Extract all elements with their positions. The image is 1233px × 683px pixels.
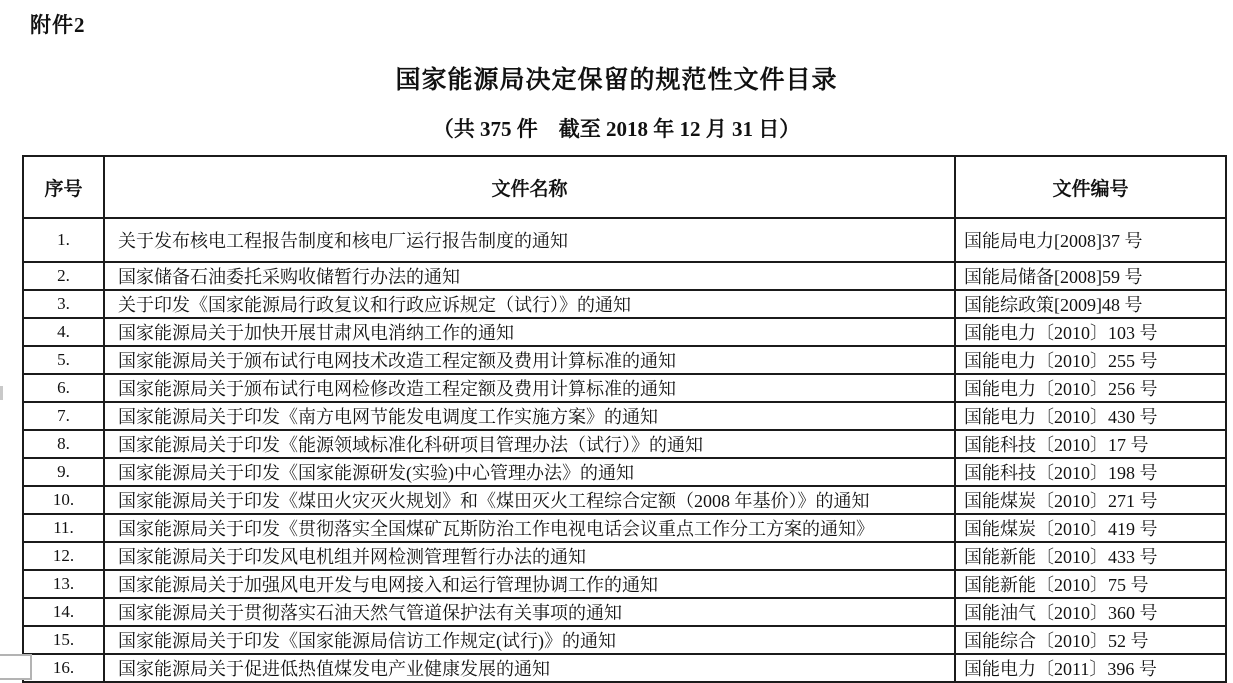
- column-header-doc-name: 文件名称: [104, 156, 955, 218]
- row-index: 13.: [23, 570, 104, 598]
- scan-artifact-bottom-corner: [0, 654, 32, 680]
- table-row: [23, 218, 1226, 262]
- doc-name: 国家能源局关于印发《贯彻落实全国煤矿瓦斯防治工作电视电话会议重点工作分工方案的通知》: [104, 514, 955, 542]
- doc-number: 国能电力〔2010〕430 号: [955, 402, 1226, 430]
- row-index: 9.: [23, 458, 104, 486]
- doc-number: 国能科技〔2010〕17 号: [955, 430, 1226, 458]
- row-index: 16.: [23, 654, 104, 682]
- row-index: 7.: [23, 402, 104, 430]
- doc-name: 国家能源局关于加强风电开发与电网接入和运行管理协调工作的通知: [104, 570, 955, 598]
- doc-number: 国能科技〔2010〕198 号: [955, 458, 1226, 486]
- row-index: 12.: [23, 542, 104, 570]
- row-index: 11.: [23, 514, 104, 542]
- doc-number: 国能煤炭〔2010〕271 号: [955, 486, 1226, 514]
- documents-table: [22, 155, 1227, 683]
- page-title: 国家能源局决定保留的规范性文件目录: [395, 67, 838, 94]
- row-index: 10.: [23, 486, 104, 514]
- table-row: [23, 346, 1226, 374]
- doc-name: 国家能源局关于印发《国家能源研发(实验)中心管理办法》的通知: [104, 458, 955, 486]
- doc-number: 国能新能〔2010〕75 号: [955, 570, 1226, 598]
- doc-number: 国能油气〔2010〕360 号: [955, 598, 1226, 626]
- doc-name: 国家能源局关于印发《煤田火灾灭火规划》和《煤田灭火工程综合定额（2008 年基价）》的通知: [104, 486, 955, 514]
- doc-name: 国家储备石油委托采购收储暂行办法的通知: [104, 262, 955, 290]
- row-index: 5.: [23, 346, 104, 374]
- row-index: 2.: [23, 262, 104, 290]
- table-row: [23, 570, 1226, 598]
- doc-name: 国家能源局关于印发《能源领域标准化科研项目管理办法（试行）》的通知: [104, 430, 955, 458]
- doc-number: 国能综政策[2009]48 号: [955, 290, 1226, 318]
- table-row: [23, 318, 1226, 346]
- doc-number: 国能新能〔2010〕433 号: [955, 542, 1226, 570]
- doc-name: 国家能源局关于印发《南方电网节能发电调度工作实施方案》的通知: [104, 402, 955, 430]
- doc-number: 国能电力〔2010〕256 号: [955, 374, 1226, 402]
- table-row: [23, 402, 1226, 430]
- doc-name: 国家能源局关于印发风电机组并网检测管理暂行办法的通知: [104, 542, 955, 570]
- doc-name: 关于印发《国家能源局行政复议和行政应诉规定（试行）》的通知: [104, 290, 955, 318]
- doc-number: 国能电力〔2010〕255 号: [955, 346, 1226, 374]
- column-header-index: 序号: [23, 156, 104, 218]
- table-row: [23, 486, 1226, 514]
- doc-number: 国能煤炭〔2010〕419 号: [955, 514, 1226, 542]
- row-index: 14.: [23, 598, 104, 626]
- doc-number: 国能电力〔2011〕396 号: [955, 654, 1226, 682]
- doc-name: 国家能源局关于印发《国家能源局信访工作规定(试行)》的通知: [104, 626, 955, 654]
- table-row: [23, 374, 1226, 402]
- table-row: [23, 458, 1226, 486]
- table-row: [23, 654, 1226, 682]
- row-index: 8.: [23, 430, 104, 458]
- table-row: [23, 262, 1226, 290]
- doc-name: 国家能源局关于颁布试行电网技术改造工程定额及费用计算标准的通知: [104, 346, 955, 374]
- table-row: [23, 626, 1226, 654]
- doc-name: 国家能源局关于加快开展甘肃风电消纳工作的通知: [104, 318, 955, 346]
- row-index: 6.: [23, 374, 104, 402]
- column-header-doc-number: 文件编号: [955, 156, 1226, 218]
- doc-number: 国能综合〔2010〕52 号: [955, 626, 1226, 654]
- table-row: [23, 514, 1226, 542]
- doc-number: 国能局电力[2008]37 号: [955, 218, 1226, 262]
- doc-name: 国家能源局关于颁布试行电网检修改造工程定额及费用计算标准的通知: [104, 374, 955, 402]
- scan-artifact-left-edge: [0, 386, 3, 400]
- doc-name: 国家能源局关于促进低热值煤发电产业健康发展的通知: [104, 654, 955, 682]
- table-row: [23, 598, 1226, 626]
- doc-name: 国家能源局关于贯彻落实石油天然气管道保护法有关事项的通知: [104, 598, 955, 626]
- attachment-label: 附件2: [30, 13, 86, 37]
- page-subtitle: （共 375 件 截至 2018 年 12 月 31 日）: [432, 117, 801, 141]
- row-index: 15.: [23, 626, 104, 654]
- doc-name: 关于发布核电工程报告制度和核电厂运行报告制度的通知: [104, 218, 955, 262]
- table-row: [23, 290, 1226, 318]
- table-row: [23, 430, 1226, 458]
- row-index: 1.: [23, 218, 104, 262]
- table-row: [23, 542, 1226, 570]
- doc-number: 国能电力〔2010〕103 号: [955, 318, 1226, 346]
- doc-number: 国能局储备[2008]59 号: [955, 262, 1226, 290]
- row-index: 3.: [23, 290, 104, 318]
- row-index: 4.: [23, 318, 104, 346]
- table-header-row: [23, 156, 1226, 218]
